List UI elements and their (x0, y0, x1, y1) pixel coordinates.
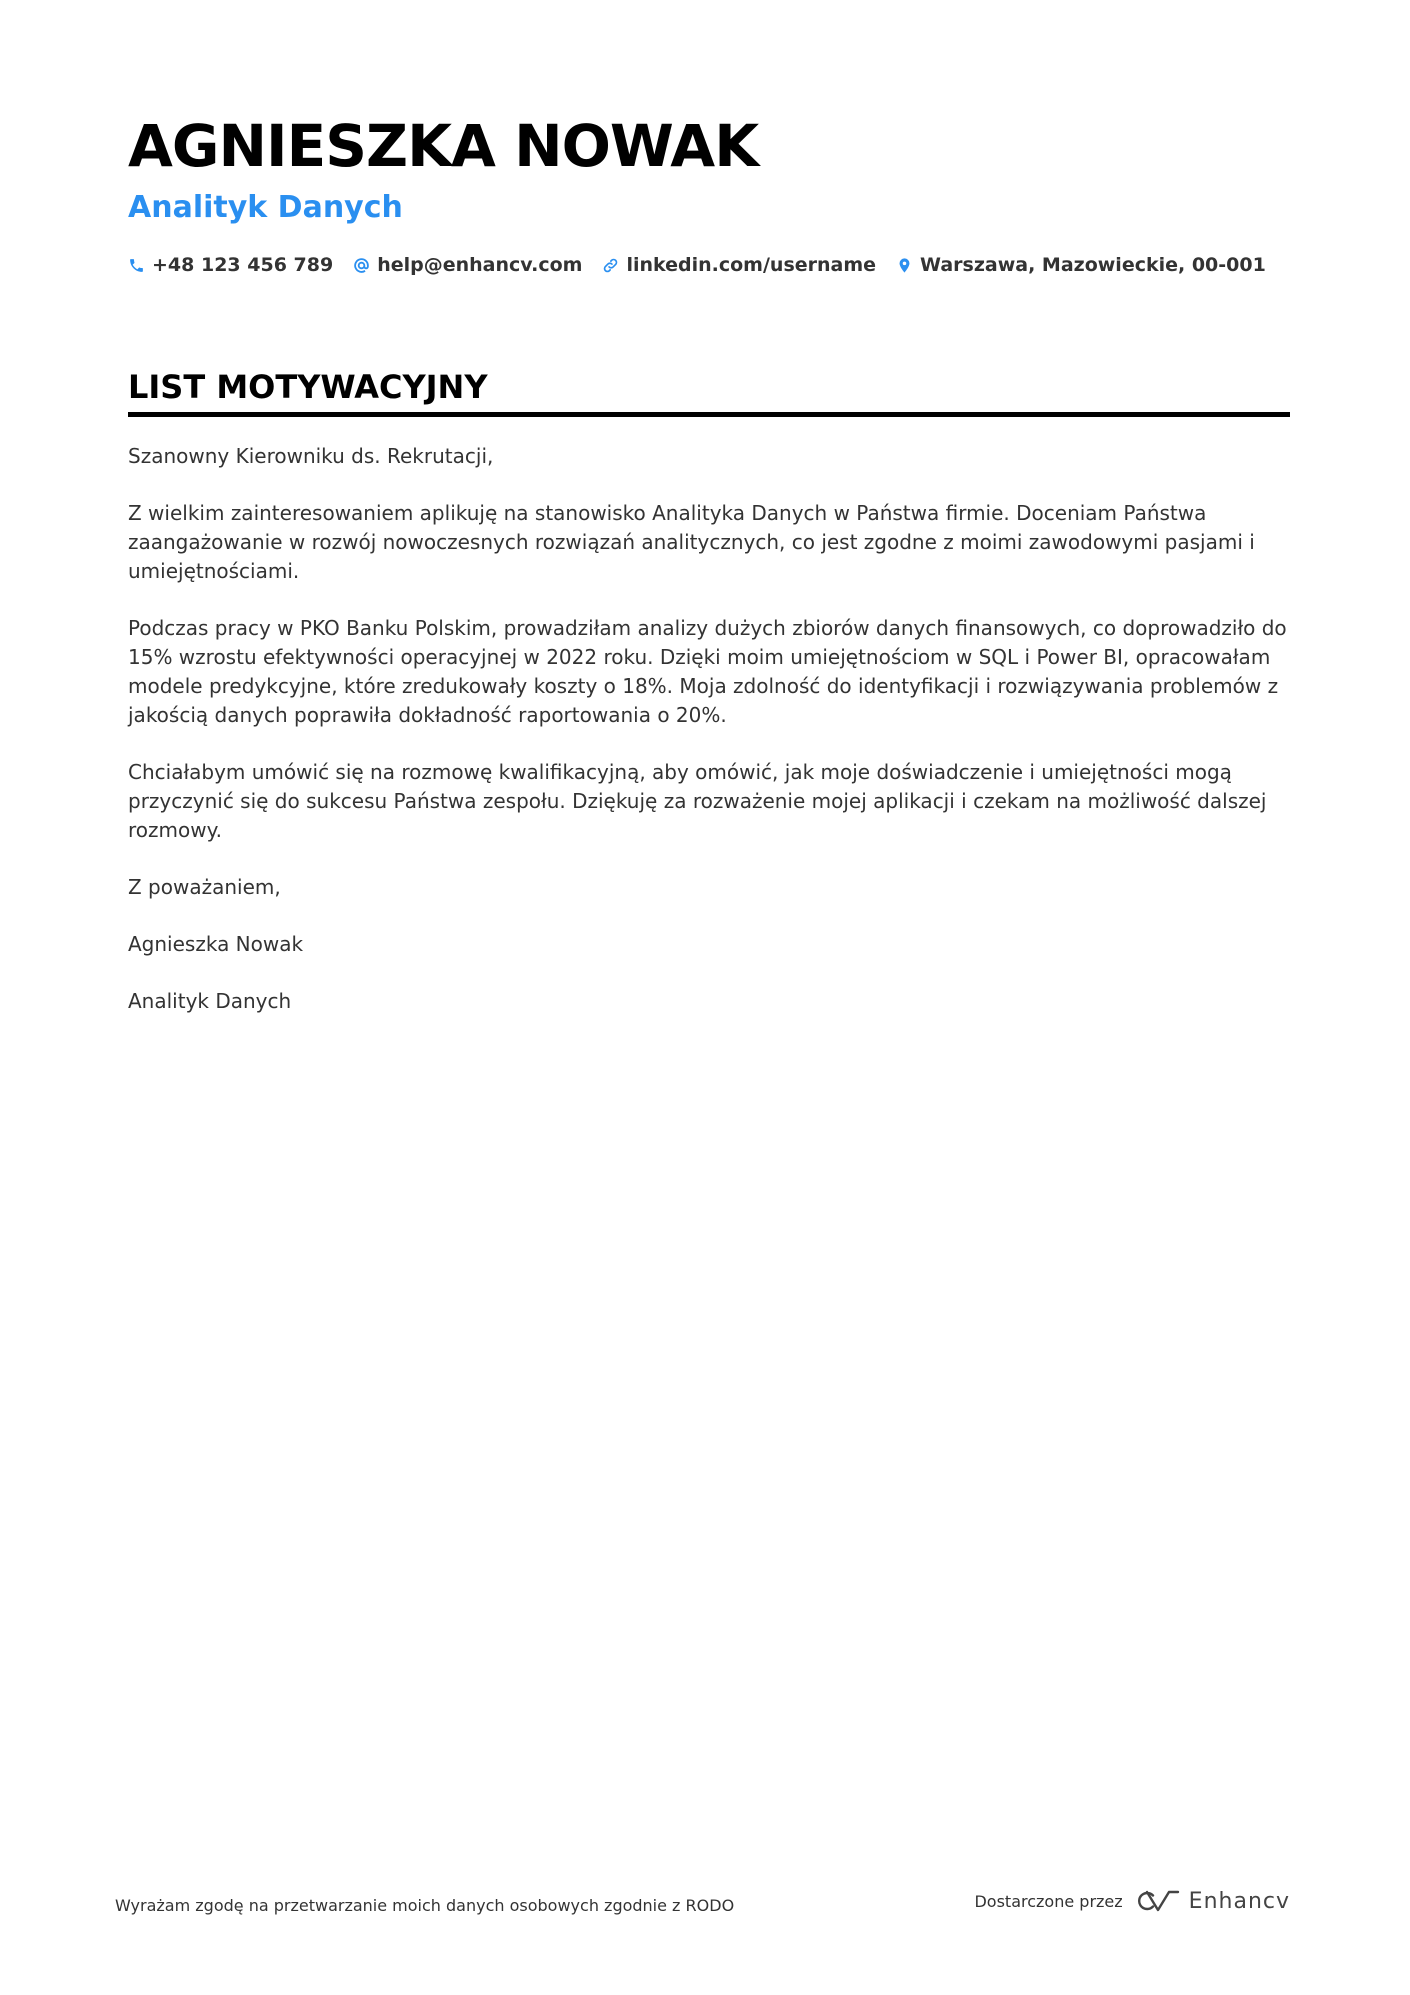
enhancv-logo-icon (1133, 1888, 1181, 1914)
letter-paragraph: Z wielkim zainteresowaniem aplikuję na stanowisko Analityka Danych w Państwa firmie. Doceniam Państwa zaangażowanie w rozwój nowoczesnych rozwiązań analitycznych, co jest zgodne z moimi zawodowymi pasjami i umiejętnościami. (128, 501, 1255, 583)
letter-paragraph: Podczas pracy w PKO Banku Polskim, prowadziłam analizy dużych zbiorów danych finansowych, co doprowadziło do 15% wzrostu efektywności operacyjnej w 2022 roku. Dzięki moim umiejętnościom w SQL i Power BI, opracowałam modele predykcyjne, które zredukowały koszty o 18%. Moja zdolność do identyfikacji i rozwiązywania problemów z jakością danych poprawiła dokładność raportowania o 20%. (128, 616, 1287, 727)
contact-location-text: Warszawa, Mazowieckie, 00-001 (920, 254, 1266, 276)
letter-paragraph: Chciałabym umówić się na rozmowę kwalifikacyjną, aby omówić, jak moje doświadczenie i umiejętności mogą przyczynić się do sukcesu Państwa zespołu. Dziękuję za rozważenie mojej aplikacji i czekam na możliwość dalszej rozmowy. (128, 760, 1267, 842)
phone-icon (128, 257, 145, 274)
letter-body (128, 442, 1290, 1044)
candidate-name: AGNIESZKA NOWAK (128, 112, 759, 180)
contact-linkedin[interactable] (602, 254, 876, 276)
contact-bar (128, 254, 1266, 276)
contact-email[interactable] (353, 254, 582, 276)
gdpr-consent: Wyrażam zgodę na przetwarzanie moich danych osobowych zgodnie z RODO (115, 1896, 735, 1915)
provided-by-label: Dostarczone przez (974, 1891, 1123, 1911)
enhancv-logo (1133, 1888, 1290, 1914)
contact-phone[interactable] (128, 254, 333, 276)
signature-role: Analityk Danych (128, 989, 292, 1013)
letter-closing: Z poważaniem, (128, 875, 281, 899)
section-title: LIST MOTYWACYJNY (128, 365, 1290, 417)
link-icon (602, 257, 619, 274)
contact-linkedin-text: linkedin.com/username (626, 254, 877, 276)
signature-name: Agnieszka Nowak (128, 932, 304, 956)
location-pin-icon (896, 257, 913, 274)
candidate-role: Analityk Danych (128, 190, 403, 225)
contact-email-text: help@enhancv.com (377, 254, 583, 276)
enhancv-wordmark: Enhancv (1188, 1888, 1290, 1914)
letter-greeting: Szanowny Kierowniku ds. Rekrutacji, (128, 444, 494, 468)
at-icon (353, 257, 370, 274)
contact-phone-text: +48 123 456 789 (152, 254, 334, 276)
footer-branding[interactable] (974, 1888, 1290, 1914)
contact-location (896, 254, 1266, 276)
